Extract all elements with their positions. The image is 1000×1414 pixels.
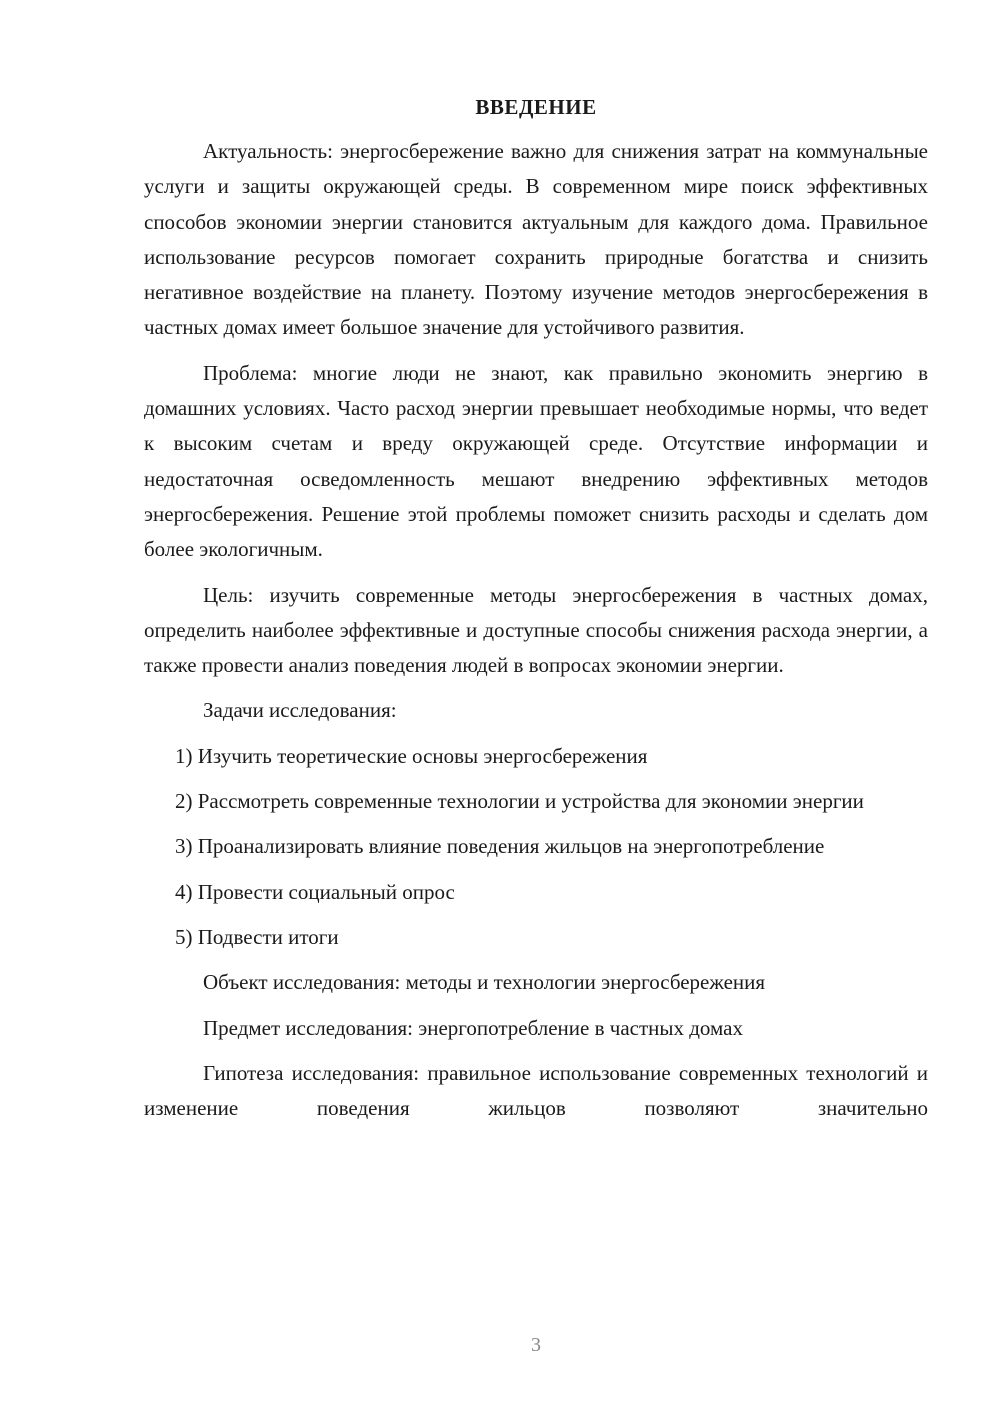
document-body [144,92,928,1136]
research-subject: Предмет исследования: энергопотребление в частных домах [203,1015,743,1040]
task-item-3: 3) Проанализировать влияние поведения жильцов на энергопотребление [175,834,825,859]
page-number: 3 [531,1334,541,1356]
section-heading: ВВЕДЕНИЕ [475,95,597,119]
task-item-5: 5) Подвести итоги [175,924,339,949]
goal-paragraph: Цель: изучить современные методы энергосбережения в частных домах, определить наиболее эффективные и доступные способы снижения расхода энергии, а также провести анализ поведения людей в вопросах экономии энергии. [144,582,928,678]
task-item-4: 4) Провести социальный опрос [175,879,455,904]
research-hypothesis: Гипотеза исследования: правильное использование современных технологий и изменение поведения жильцов позволяют значительно [144,1060,928,1121]
task-item-1: 1) Изучить теоретические основы энергосбережения [175,743,648,768]
relevance-paragraph: Актуальность: энергосбережение важно для снижения затрат на коммунальные услуги и защиты окружающей среды. В современном мире поиск эффективных способов экономии энергии становится актуальным для каждого дома. Правильное использование ресурсов помогает сохранить природные богатства и снизить негативное воздействие на планету. Поэтому изучение методов энергосбережения в частных домах имеет большое значение для устойчивого развития. [144,139,928,340]
tasks-heading: Задачи исследования: [203,698,397,723]
problem-paragraph: Проблема: многие люди не знают, как правильно экономить энергию в домашних условиях. Часто расход энергии превышает необходимые нормы, что ведет к высоким счетам и вреду окружающей среде. Отсутствие информации и недостаточная осведомленность мешают внедрению эффективных методов энергосбережения. Решение этой проблемы поможет снизить расходы и сделать дом более экологичным. [144,360,928,562]
research-object: Объект исследования: методы и технологии энергосбережения [203,970,766,995]
task-item-2: 2) Рассмотреть современные технологии и устройства для экономии энергии [175,789,864,814]
